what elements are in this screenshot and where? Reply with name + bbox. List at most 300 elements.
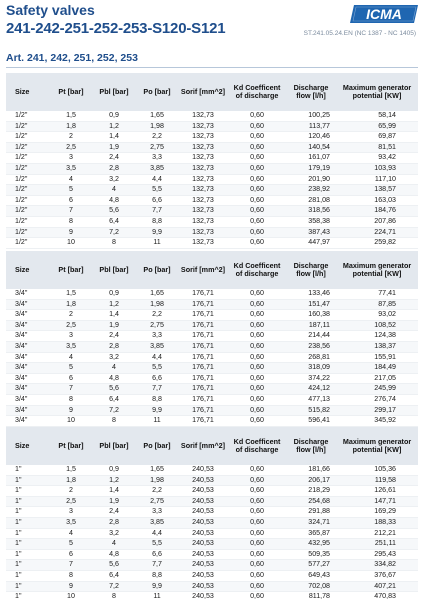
table-row [6, 195, 418, 206]
cell-pt: 1,5 [50, 111, 92, 121]
cell-pt: 10 [50, 416, 92, 427]
cell-pbl: 4 [92, 185, 136, 196]
cell-po: 2,2 [136, 310, 178, 321]
cell-max-potential: 69,87 [336, 132, 418, 143]
cell-discharge-flow: 324,71 [286, 517, 336, 528]
cell-kd: 0,60 [228, 560, 286, 571]
cell-pt: 1,8 [50, 475, 92, 486]
cell-pt: 2,5 [50, 142, 92, 153]
cell-pbl: 6,4 [92, 216, 136, 227]
header-pbl: Pbl [bar] [92, 73, 136, 111]
cell-discharge-flow: 254,68 [286, 496, 336, 507]
cell-discharge-flow: 268,81 [286, 352, 336, 363]
cell-discharge-flow: 702,08 [286, 581, 336, 592]
header-size: Size [6, 427, 50, 465]
cell-discharge-flow: 161,07 [286, 153, 336, 164]
cell-size: 1" [6, 517, 50, 528]
cell-sorif: 132,73 [178, 153, 228, 164]
cell-kd: 0,60 [228, 570, 286, 581]
cell-kd: 0,60 [228, 142, 286, 153]
cell-kd: 0,60 [228, 416, 286, 427]
table-row [6, 320, 418, 331]
cell-discharge-flow: 515,82 [286, 405, 336, 416]
cell-sorif: 176,71 [178, 373, 228, 384]
cell-po: 7,7 [136, 206, 178, 217]
cell-size: 1/2" [6, 163, 50, 174]
cell-po: 5,5 [136, 363, 178, 374]
header-kd: Kd Coefficent of discharge [228, 251, 286, 289]
cell-pbl: 1,2 [92, 121, 136, 132]
table-row [6, 238, 418, 249]
header-sorif: Sorif [mm^2] [178, 427, 228, 465]
cell-size: 3/4" [6, 310, 50, 321]
cell-pt: 2,5 [50, 496, 92, 507]
cell-pt: 5 [50, 539, 92, 550]
cell-pbl: 5,6 [92, 560, 136, 571]
cell-pt: 2,5 [50, 320, 92, 331]
cell-sorif: 176,71 [178, 341, 228, 352]
section-title: Art. 241, 242, 251, 252, 253 [6, 52, 138, 64]
valve-table-half-inch [6, 73, 418, 249]
cell-sorif: 176,71 [178, 416, 228, 427]
table-header-row [6, 251, 418, 289]
cell-pbl: 1,9 [92, 142, 136, 153]
cell-po: 5,5 [136, 539, 178, 550]
cell-size: 1" [6, 560, 50, 571]
cell-kd: 0,60 [228, 174, 286, 185]
cell-po: 3,85 [136, 517, 178, 528]
cell-discharge-flow: 100,25 [286, 111, 336, 121]
cell-max-potential: 251,11 [336, 539, 418, 550]
cell-size: 1" [6, 507, 50, 518]
cell-kd: 0,60 [228, 507, 286, 518]
cell-max-potential: 138,37 [336, 341, 418, 352]
cell-discharge-flow: 181,66 [286, 465, 336, 475]
svg-text:ICMA: ICMA [366, 6, 402, 22]
cell-max-potential: 103,93 [336, 163, 418, 174]
header-pt: Pt [bar] [50, 427, 92, 465]
table-row [6, 517, 418, 528]
cell-pt: 3,5 [50, 163, 92, 174]
cell-sorif: 240,53 [178, 496, 228, 507]
cell-kd: 0,60 [228, 581, 286, 592]
cell-discharge-flow: 365,87 [286, 528, 336, 539]
cell-max-potential: 334,82 [336, 560, 418, 571]
cell-size: 1" [6, 549, 50, 560]
cell-pt: 7 [50, 560, 92, 571]
cell-kd: 0,60 [228, 373, 286, 384]
cell-kd: 0,60 [228, 592, 286, 600]
table-row [6, 227, 418, 238]
cell-max-potential: 58,14 [336, 111, 418, 121]
table-row [6, 549, 418, 560]
cell-kd: 0,60 [228, 185, 286, 196]
icma-logo [350, 3, 418, 25]
cell-po: 1,98 [136, 121, 178, 132]
cell-pbl: 1,2 [92, 299, 136, 310]
cell-sorif: 176,71 [178, 405, 228, 416]
header-po: Po [bar] [136, 251, 178, 289]
cell-po: 1,65 [136, 111, 178, 121]
cell-sorif: 240,53 [178, 592, 228, 600]
cell-size: 1" [6, 539, 50, 550]
cell-max-potential: 212,21 [336, 528, 418, 539]
cell-discharge-flow: 120,46 [286, 132, 336, 143]
cell-discharge-flow: 160,38 [286, 310, 336, 321]
cell-kd: 0,60 [228, 341, 286, 352]
cell-size: 1" [6, 465, 50, 475]
cell-size: 3/4" [6, 384, 50, 395]
table-row [6, 121, 418, 132]
header-sorif: Sorif [mm^2] [178, 251, 228, 289]
cell-sorif: 240,53 [178, 465, 228, 475]
cell-sorif: 176,71 [178, 289, 228, 299]
cell-pbl: 7,2 [92, 581, 136, 592]
cell-pt: 8 [50, 570, 92, 581]
cell-size: 1/2" [6, 238, 50, 249]
header-po: Po [bar] [136, 73, 178, 111]
cell-po: 1,65 [136, 465, 178, 475]
cell-kd: 0,60 [228, 539, 286, 550]
cell-sorif: 240,53 [178, 507, 228, 518]
cell-max-potential: 124,38 [336, 331, 418, 342]
cell-kd: 0,60 [228, 363, 286, 374]
cell-po: 9,9 [136, 405, 178, 416]
cell-discharge-flow: 140,54 [286, 142, 336, 153]
cell-size: 1" [6, 475, 50, 486]
cell-discharge-flow: 113,77 [286, 121, 336, 132]
cell-sorif: 176,71 [178, 331, 228, 342]
cell-size: 3/4" [6, 320, 50, 331]
cell-discharge-flow: 811,78 [286, 592, 336, 600]
cell-size: 1/2" [6, 216, 50, 227]
cell-max-potential: 345,92 [336, 416, 418, 427]
cell-po: 1,98 [136, 475, 178, 486]
table-row [6, 352, 418, 363]
cell-discharge-flow: 432,95 [286, 539, 336, 550]
table-row [6, 299, 418, 310]
cell-pbl: 1,2 [92, 475, 136, 486]
cell-pbl: 5,6 [92, 384, 136, 395]
cell-sorif: 132,73 [178, 111, 228, 121]
cell-discharge-flow: 214,44 [286, 331, 336, 342]
cell-po: 2,75 [136, 320, 178, 331]
cell-pbl: 1,4 [92, 486, 136, 497]
cell-sorif: 240,53 [178, 560, 228, 571]
cell-pbl: 3,2 [92, 352, 136, 363]
cell-kd: 0,60 [228, 299, 286, 310]
cell-pbl: 1,4 [92, 310, 136, 321]
cell-pbl: 4,8 [92, 549, 136, 560]
cell-po: 6,6 [136, 549, 178, 560]
cell-kd: 0,60 [228, 132, 286, 143]
cell-po: 3,3 [136, 153, 178, 164]
cell-max-potential: 87,85 [336, 299, 418, 310]
cell-max-potential: 126,61 [336, 486, 418, 497]
table-row [6, 475, 418, 486]
cell-pbl: 1,9 [92, 320, 136, 331]
header-pbl: Pbl [bar] [92, 427, 136, 465]
cell-kd: 0,60 [228, 121, 286, 132]
cell-po: 3,85 [136, 341, 178, 352]
table-row [6, 592, 418, 600]
cell-sorif: 132,73 [178, 121, 228, 132]
table-header-row [6, 427, 418, 465]
cell-pt: 2 [50, 132, 92, 143]
cell-max-potential: 245,99 [336, 384, 418, 395]
cell-max-potential: 155,91 [336, 352, 418, 363]
cell-kd: 0,60 [228, 289, 286, 299]
cell-size: 1/2" [6, 174, 50, 185]
cell-pt: 2 [50, 486, 92, 497]
document-title: Safety valves [6, 2, 95, 18]
cell-discharge-flow: 291,88 [286, 507, 336, 518]
cell-sorif: 240,53 [178, 549, 228, 560]
cell-pt: 5 [50, 185, 92, 196]
cell-size: 1" [6, 486, 50, 497]
cell-max-potential: 147,71 [336, 496, 418, 507]
cell-discharge-flow: 374,22 [286, 373, 336, 384]
table-row [6, 132, 418, 143]
cell-max-potential: 93,42 [336, 153, 418, 164]
cell-po: 8,8 [136, 216, 178, 227]
cell-sorif: 132,73 [178, 195, 228, 206]
table-row [6, 111, 418, 121]
header-size: Size [6, 251, 50, 289]
cell-max-potential: 184,49 [336, 363, 418, 374]
cell-max-potential: 299,17 [336, 405, 418, 416]
table-row [6, 341, 418, 352]
header-size: Size [6, 73, 50, 111]
table-row [6, 507, 418, 518]
cell-pbl: 5,6 [92, 206, 136, 217]
cell-kd: 0,60 [228, 496, 286, 507]
cell-pt: 3,5 [50, 341, 92, 352]
cell-size: 1" [6, 528, 50, 539]
cell-max-potential: 207,86 [336, 216, 418, 227]
cell-po: 2,75 [136, 496, 178, 507]
cell-size: 1" [6, 496, 50, 507]
cell-discharge-flow: 318,56 [286, 206, 336, 217]
cell-pbl: 6,4 [92, 394, 136, 405]
header-max-potential: Maximum generator potential [KW] [336, 251, 418, 289]
cell-max-potential: 376,67 [336, 570, 418, 581]
table-row [6, 185, 418, 196]
cell-pt: 10 [50, 592, 92, 600]
cell-max-potential: 117,10 [336, 174, 418, 185]
cell-sorif: 240,53 [178, 581, 228, 592]
cell-po: 11 [136, 238, 178, 249]
table-row [6, 153, 418, 164]
cell-po: 2,2 [136, 486, 178, 497]
cell-pbl: 2,8 [92, 517, 136, 528]
header-kd: Kd Coefficent of discharge [228, 427, 286, 465]
section-divider [6, 67, 418, 68]
cell-sorif: 132,73 [178, 216, 228, 227]
table-row [6, 384, 418, 395]
cell-pbl: 3,2 [92, 174, 136, 185]
cell-size: 3/4" [6, 341, 50, 352]
cell-discharge-flow: 577,27 [286, 560, 336, 571]
cell-discharge-flow: 179,19 [286, 163, 336, 174]
cell-po: 11 [136, 592, 178, 600]
cell-discharge-flow: 424,12 [286, 384, 336, 395]
cell-pt: 9 [50, 227, 92, 238]
table-row [6, 528, 418, 539]
cell-pt: 6 [50, 373, 92, 384]
cell-pt: 1,5 [50, 465, 92, 475]
table-row [6, 465, 418, 475]
cell-sorif: 240,53 [178, 528, 228, 539]
cell-max-potential: 93,02 [336, 310, 418, 321]
cell-pbl: 2,4 [92, 153, 136, 164]
cell-po: 6,6 [136, 373, 178, 384]
table-row [6, 560, 418, 571]
cell-discharge-flow: 358,38 [286, 216, 336, 227]
cell-pbl: 0,9 [92, 111, 136, 121]
cell-discharge-flow: 477,13 [286, 394, 336, 405]
cell-size: 1/2" [6, 206, 50, 217]
table-row [6, 163, 418, 174]
cell-po: 4,4 [136, 174, 178, 185]
cell-kd: 0,60 [228, 163, 286, 174]
cell-discharge-flow: 206,17 [286, 475, 336, 486]
cell-kd: 0,60 [228, 206, 286, 217]
table-row [6, 581, 418, 592]
cell-po: 5,5 [136, 185, 178, 196]
cell-max-potential: 108,52 [336, 320, 418, 331]
cell-max-potential: 259,82 [336, 238, 418, 249]
cell-max-potential: 138,57 [336, 185, 418, 196]
cell-max-potential: 77,41 [336, 289, 418, 299]
cell-kd: 0,60 [228, 111, 286, 121]
cell-pt: 1,8 [50, 121, 92, 132]
cell-discharge-flow: 187,11 [286, 320, 336, 331]
cell-pt: 4 [50, 174, 92, 185]
cell-size: 1/2" [6, 185, 50, 196]
header-max-potential: Maximum generator potential [KW] [336, 427, 418, 465]
cell-size: 1/2" [6, 111, 50, 121]
cell-pbl: 8 [92, 416, 136, 427]
header-pbl: Pbl [bar] [92, 251, 136, 289]
cell-discharge-flow: 133,46 [286, 289, 336, 299]
cell-pbl: 4,8 [92, 373, 136, 384]
cell-po: 11 [136, 416, 178, 427]
header-max-potential: Maximum generator potential [KW] [336, 73, 418, 111]
table-row [6, 496, 418, 507]
header-kd: Kd Coefficent of discharge [228, 73, 286, 111]
table-row [6, 486, 418, 497]
cell-size: 3/4" [6, 394, 50, 405]
cell-po: 4,4 [136, 528, 178, 539]
cell-pt: 9 [50, 581, 92, 592]
cell-sorif: 176,71 [178, 394, 228, 405]
cell-kd: 0,60 [228, 227, 286, 238]
cell-kd: 0,60 [228, 517, 286, 528]
cell-sorif: 132,73 [178, 206, 228, 217]
cell-po: 4,4 [136, 352, 178, 363]
valve-table-one-inch [6, 427, 418, 600]
cell-pbl: 1,4 [92, 132, 136, 143]
table-row [6, 206, 418, 217]
cell-kd: 0,60 [228, 528, 286, 539]
cell-max-potential: 217,05 [336, 373, 418, 384]
cell-sorif: 132,73 [178, 163, 228, 174]
cell-max-potential: 105,36 [336, 465, 418, 475]
cell-pbl: 3,2 [92, 528, 136, 539]
cell-kd: 0,60 [228, 238, 286, 249]
table-header-row [6, 73, 418, 111]
header-discharge-flow: Discharge flow [l/h] [286, 427, 336, 465]
cell-pt: 9 [50, 405, 92, 416]
cell-size: 1/2" [6, 153, 50, 164]
cell-sorif: 176,71 [178, 299, 228, 310]
cell-pt: 6 [50, 195, 92, 206]
cell-sorif: 176,71 [178, 363, 228, 374]
header-po: Po [bar] [136, 427, 178, 465]
header-pt: Pt [bar] [50, 251, 92, 289]
cell-pt: 1,5 [50, 289, 92, 299]
cell-pbl: 2,8 [92, 163, 136, 174]
cell-size: 1/2" [6, 227, 50, 238]
cell-sorif: 132,73 [178, 174, 228, 185]
cell-size: 3/4" [6, 352, 50, 363]
cell-discharge-flow: 387,43 [286, 227, 336, 238]
cell-kd: 0,60 [228, 549, 286, 560]
cell-po: 7,7 [136, 384, 178, 395]
cell-po: 8,8 [136, 570, 178, 581]
table-body [6, 289, 418, 426]
cell-size: 3/4" [6, 331, 50, 342]
table-row [6, 539, 418, 550]
cell-size: 3/4" [6, 373, 50, 384]
cell-pt: 6 [50, 549, 92, 560]
cell-kd: 0,60 [228, 394, 286, 405]
cell-sorif: 176,71 [178, 310, 228, 321]
table-row [6, 394, 418, 405]
cell-size: 3/4" [6, 416, 50, 427]
cell-sorif: 240,53 [178, 570, 228, 581]
document-header [6, 2, 420, 46]
cell-kd: 0,60 [228, 352, 286, 363]
cell-max-potential: 295,43 [336, 549, 418, 560]
cell-pbl: 2,8 [92, 341, 136, 352]
cell-sorif: 132,73 [178, 227, 228, 238]
cell-pbl: 4 [92, 363, 136, 374]
table-row [6, 289, 418, 299]
cell-po: 7,7 [136, 560, 178, 571]
cell-discharge-flow: 238,56 [286, 341, 336, 352]
cell-sorif: 132,73 [178, 185, 228, 196]
cell-sorif: 176,71 [178, 384, 228, 395]
cell-max-potential: 407,21 [336, 581, 418, 592]
cell-po: 8,8 [136, 394, 178, 405]
table-row [6, 373, 418, 384]
cell-max-potential: 470,83 [336, 592, 418, 600]
cell-pt: 7 [50, 206, 92, 217]
cell-discharge-flow: 509,35 [286, 549, 336, 560]
cell-max-potential: 188,33 [336, 517, 418, 528]
cell-pbl: 8 [92, 592, 136, 600]
cell-size: 1/2" [6, 121, 50, 132]
cell-size: 1/2" [6, 132, 50, 143]
table-row [6, 142, 418, 153]
cell-discharge-flow: 447,97 [286, 238, 336, 249]
cell-kd: 0,60 [228, 216, 286, 227]
cell-kd: 0,60 [228, 331, 286, 342]
cell-max-potential: 163,03 [336, 195, 418, 206]
cell-pt: 4 [50, 528, 92, 539]
